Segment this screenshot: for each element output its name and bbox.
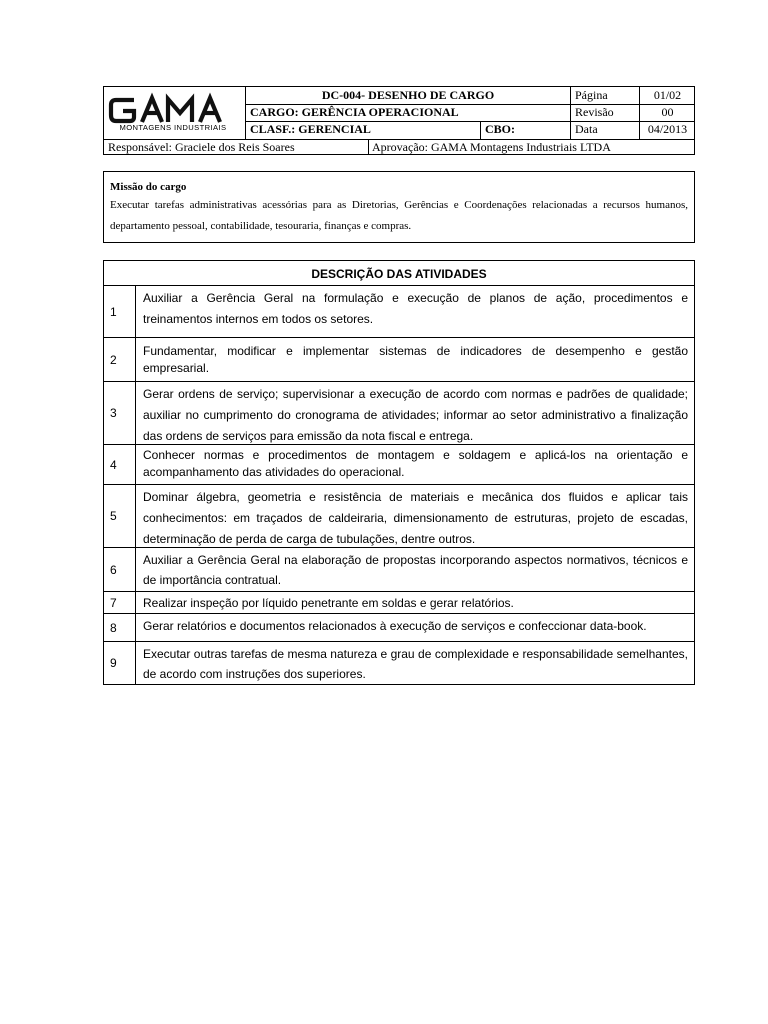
activities-title: DESCRIÇÃO DAS ATIVIDADES <box>104 261 694 286</box>
data-value: 04/2013 <box>647 122 688 136</box>
table-row <box>104 592 694 614</box>
mission-box <box>103 171 695 243</box>
activity-text: Auxiliar a Gerência Geral na formulação e execução de planos de ação, procedimentos e treinamentos internos em todos os setores. <box>143 291 688 326</box>
table-row <box>104 614 694 642</box>
activity-number: 1 <box>104 286 136 337</box>
activity-text: Gerar relatórios e documentos relacionados à execução de serviços e confeccionar data-book. <box>143 619 647 633</box>
activities-table <box>103 260 695 685</box>
activity-number: 3 <box>104 382 136 444</box>
activity-text: Fundamentar, modificar e implementar sistemas de indicadores de desempenho e gestão empresarial. <box>143 344 688 375</box>
activity-number: 2 <box>104 338 136 381</box>
document-header <box>103 86 695 155</box>
activity-number: 4 <box>104 445 136 484</box>
table-row <box>104 548 694 592</box>
pagina-value: 01/02 <box>653 88 682 102</box>
revisao-label: Revisão <box>575 105 614 119</box>
aprovacao-label: Aprovação: GAMA Montagens Industriais LTDA <box>372 140 611 154</box>
activity-number: 9 <box>104 642 136 684</box>
activity-text: Conhecer normas e procedimentos de montagem e soldagem e aplicá-los na orientação e acompanhamento das atividades do operacional. <box>143 448 688 479</box>
activity-text: Auxiliar a Gerência Geral na elaboração de propostas incorporando aspectos normativos, técnicos e de importância contratual. <box>143 553 688 587</box>
activity-number: 6 <box>104 548 136 591</box>
logo-subtitle: MONTAGENS INDUSTRIAIS <box>119 123 227 132</box>
activity-text: Gerar ordens de serviço; supervisionar a execução de acordo com normas e padrões de qualidade; auxiliar no cumprimento do cronograma de atividades; informar ao setor administrativo a finalização das ordens de serviços para emissão da nota fiscal e entrega. <box>143 387 688 443</box>
pagina-label: Página <box>575 88 608 102</box>
table-row <box>104 642 694 684</box>
cbo-label: CBO: <box>485 122 515 136</box>
table-row <box>104 286 694 338</box>
classificacao-label: CLASF.: GERENCIAL <box>250 122 371 136</box>
revisao-value: 00 <box>661 105 674 119</box>
table-row <box>104 382 694 445</box>
activity-text: Realizar inspeção por líquido penetrante em soldas e gerar relatórios. <box>143 596 514 610</box>
table-row <box>104 445 694 485</box>
activity-number: 5 <box>104 485 136 547</box>
activity-text: Dominar álgebra, geometria e resistência de materiais e mecânica dos fluidos e aplicar tais conhecimentos: em traçados de caldeiraria, dimensionamento de estruturas, projeto de escadas, determinação de perda de carga de tubulações, dentre outros. <box>143 490 688 546</box>
data-label: Data <box>575 122 598 136</box>
activity-number: 8 <box>104 614 136 641</box>
document-title: DC-004- DESENHO DE CARGO <box>321 88 495 102</box>
table-row <box>104 338 694 382</box>
responsavel-label: Responsável: Graciele dos Reis Soares <box>108 140 295 154</box>
cargo-label: CARGO: GERÊNCIA OPERACIONAL <box>250 105 459 119</box>
activity-text: Executar outras tarefas de mesma natureza e grau de complexidade e responsabilidade semelhantes, de acordo com instruções dos superiores. <box>143 647 688 681</box>
mission-text: Executar tarefas administrativas acessórias para as Diretorias, Gerências e Coordenações relacionadas a recursos humanos, departamento pessoal, contabilidade, tesouraria, finanças e compras. <box>110 199 688 232</box>
table-row <box>104 485 694 548</box>
mission-title: Missão do cargo <box>110 181 187 193</box>
activity-number: 7 <box>104 592 136 613</box>
